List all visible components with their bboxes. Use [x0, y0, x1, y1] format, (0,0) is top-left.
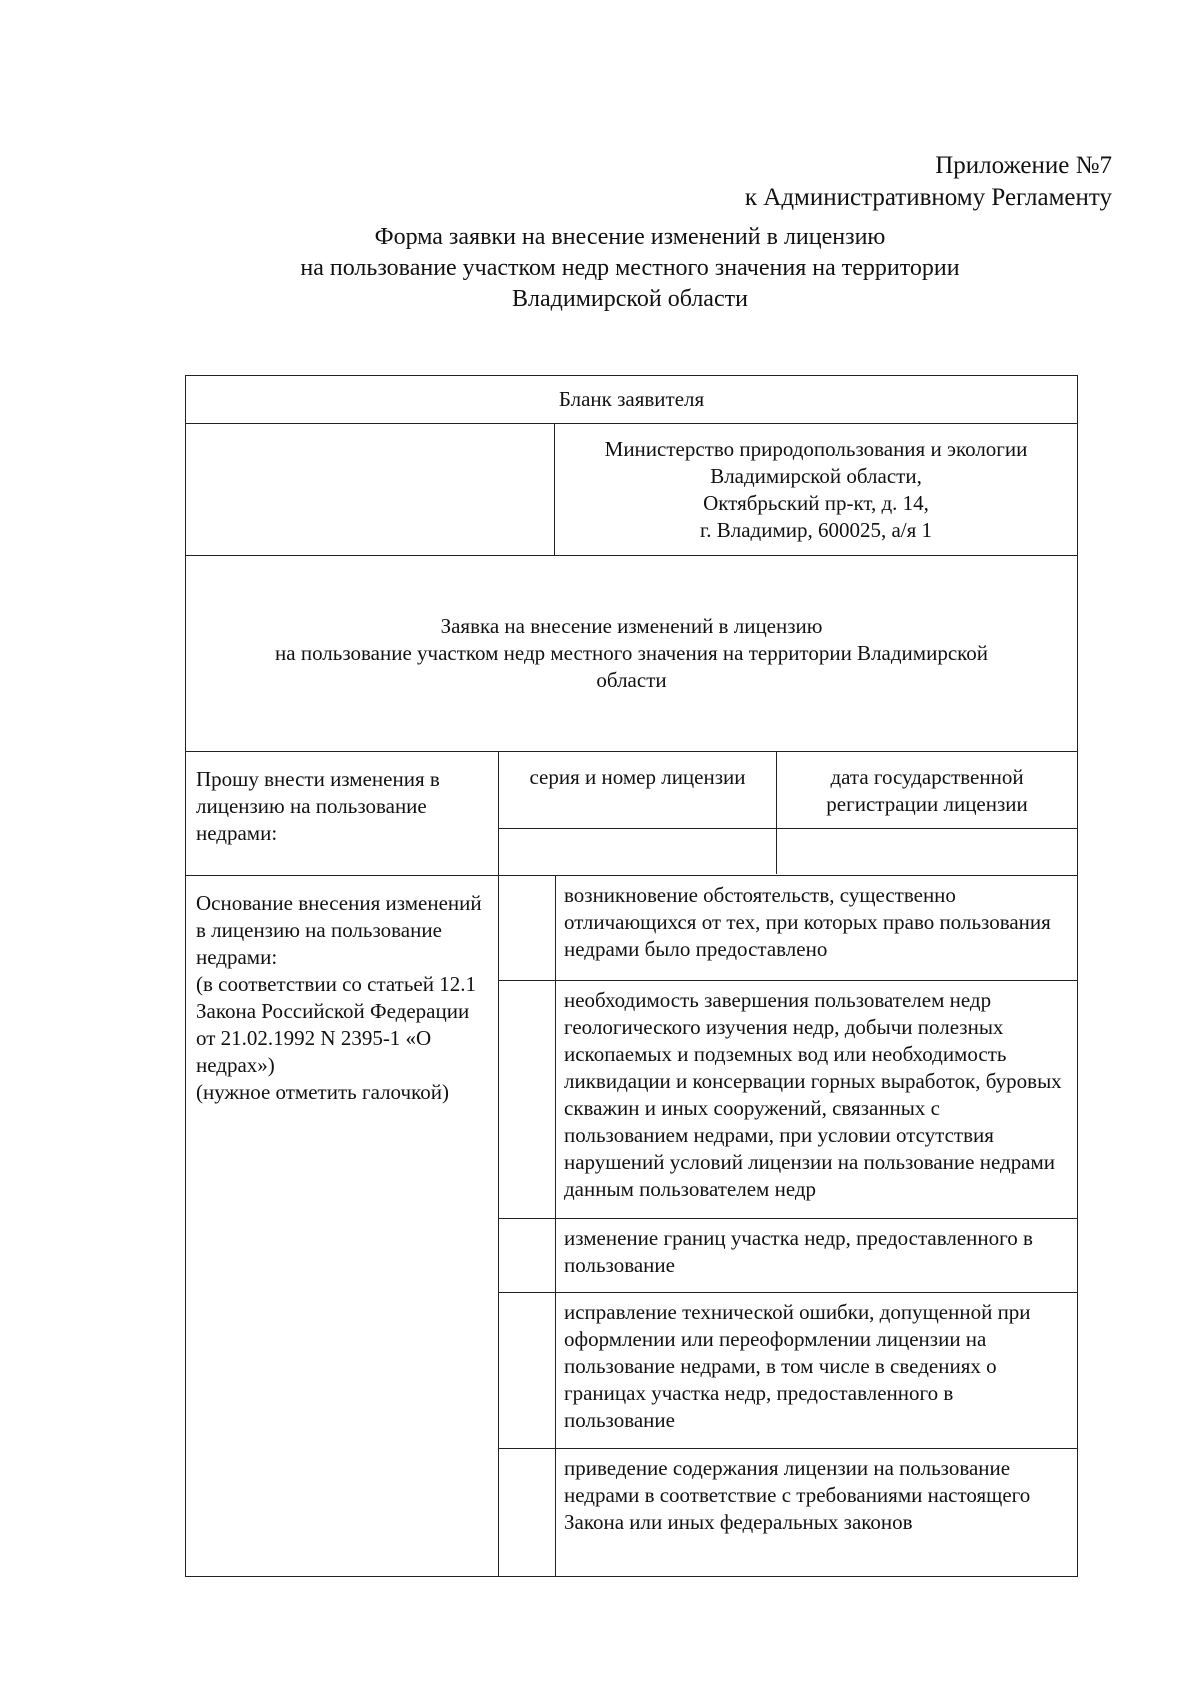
grounds-label-cell — [186, 876, 499, 1577]
applicant-blank-label: Бланк заявителя — [558, 387, 705, 411]
license-number-field[interactable] — [499, 828, 777, 874]
form-title-line-1: Форма заявки на внесение изменений в лицензию — [374, 224, 886, 250]
license-number-header: серия и номер лицензии — [529, 765, 746, 789]
grounds-options-list — [499, 876, 1077, 1576]
grounds-label: Основание внесения изменений в лицензию на пользование недрами: — [196, 891, 482, 969]
regulation-reference: к Административному Регламенту — [744, 184, 1112, 211]
license-date-field[interactable] — [777, 828, 1078, 874]
reason-checkbox[interactable] — [499, 1218, 556, 1292]
addressee-line: г. Владимир, 600025, а/я 1 — [699, 518, 933, 542]
appendix-label: Приложение №7 — [935, 152, 1112, 179]
license-info-cell — [499, 752, 1078, 876]
grounds-options-cell — [499, 876, 1078, 1577]
grounds-hint: (нужное отметить галочкой) — [196, 1080, 449, 1104]
license-date-header: дата государственной регистрации лицензии — [826, 765, 1028, 816]
reason-text: необходимость завершения пользователем недр геологического изучения недр, добычи полезных ископаемых и подземных вод или необходимость ликвидации и консервации горных выработок, буровых скважин и иных сооружений, связанных с пользованием недрами, при условии отсутствия нарушений условий лицензии на пользование недрами данным пользователем недр — [556, 980, 1078, 1218]
applicant-details-cell[interactable] — [186, 424, 555, 556]
application-form-table — [185, 375, 1078, 1577]
license-date-header-cell — [777, 752, 1078, 828]
request-label: Прошу внести изменения в лицензию на пользование недрами: — [196, 767, 440, 845]
grounds-law-reference: (в соответствии со статьей 12.1 Закона Российской Федерации от 21.02.1992 N 2395-1 «О недрах») — [196, 972, 476, 1077]
form-title-line-2: на пользование участком недр местного значения на территории — [300, 255, 960, 281]
application-title-line: области — [596, 668, 667, 692]
addressee-cell — [555, 424, 1078, 556]
license-number-header-cell — [499, 752, 777, 828]
reason-checkbox[interactable] — [499, 1448, 556, 1576]
reason-text: возникновение обстоятельств, существенно отличающихся от тех, при которых право пользования недрами было предоставлено — [556, 876, 1078, 980]
applicant-blank-cell — [186, 376, 1078, 424]
reason-checkbox[interactable] — [499, 876, 556, 980]
addressee-line: Октябрьский пр-кт, д. 14, — [703, 491, 929, 515]
application-title-line: Заявка на внесение изменений в лицензию — [440, 614, 823, 638]
application-title-line: на пользование участком недр местного значения на территории Владимирской — [275, 641, 989, 665]
reason-text: изменение границ участка недр, предоставленного в пользование — [556, 1218, 1078, 1292]
reason-text: приведение содержания лицензии на пользование недрами в соответствие с требованиями настоящего Закона или иных федеральных законов — [556, 1448, 1078, 1576]
license-info-table — [499, 752, 1077, 874]
reason-checkbox[interactable] — [499, 980, 556, 1218]
request-label-cell — [186, 752, 499, 876]
reason-checkbox[interactable] — [499, 1292, 556, 1448]
form-title-line-3: Владимирской области — [512, 286, 748, 312]
addressee-line: Министерство природопользования и экологии — [604, 437, 1028, 461]
reason-text: исправление технической ошибки, допущенной при оформлении или переоформлении лицензии на пользование недрами, в том числе в сведениях о границах участка недр, предоставленного в пользование — [556, 1292, 1078, 1448]
addressee-line: Владимирской области, — [710, 464, 922, 488]
application-title-cell — [186, 556, 1078, 752]
